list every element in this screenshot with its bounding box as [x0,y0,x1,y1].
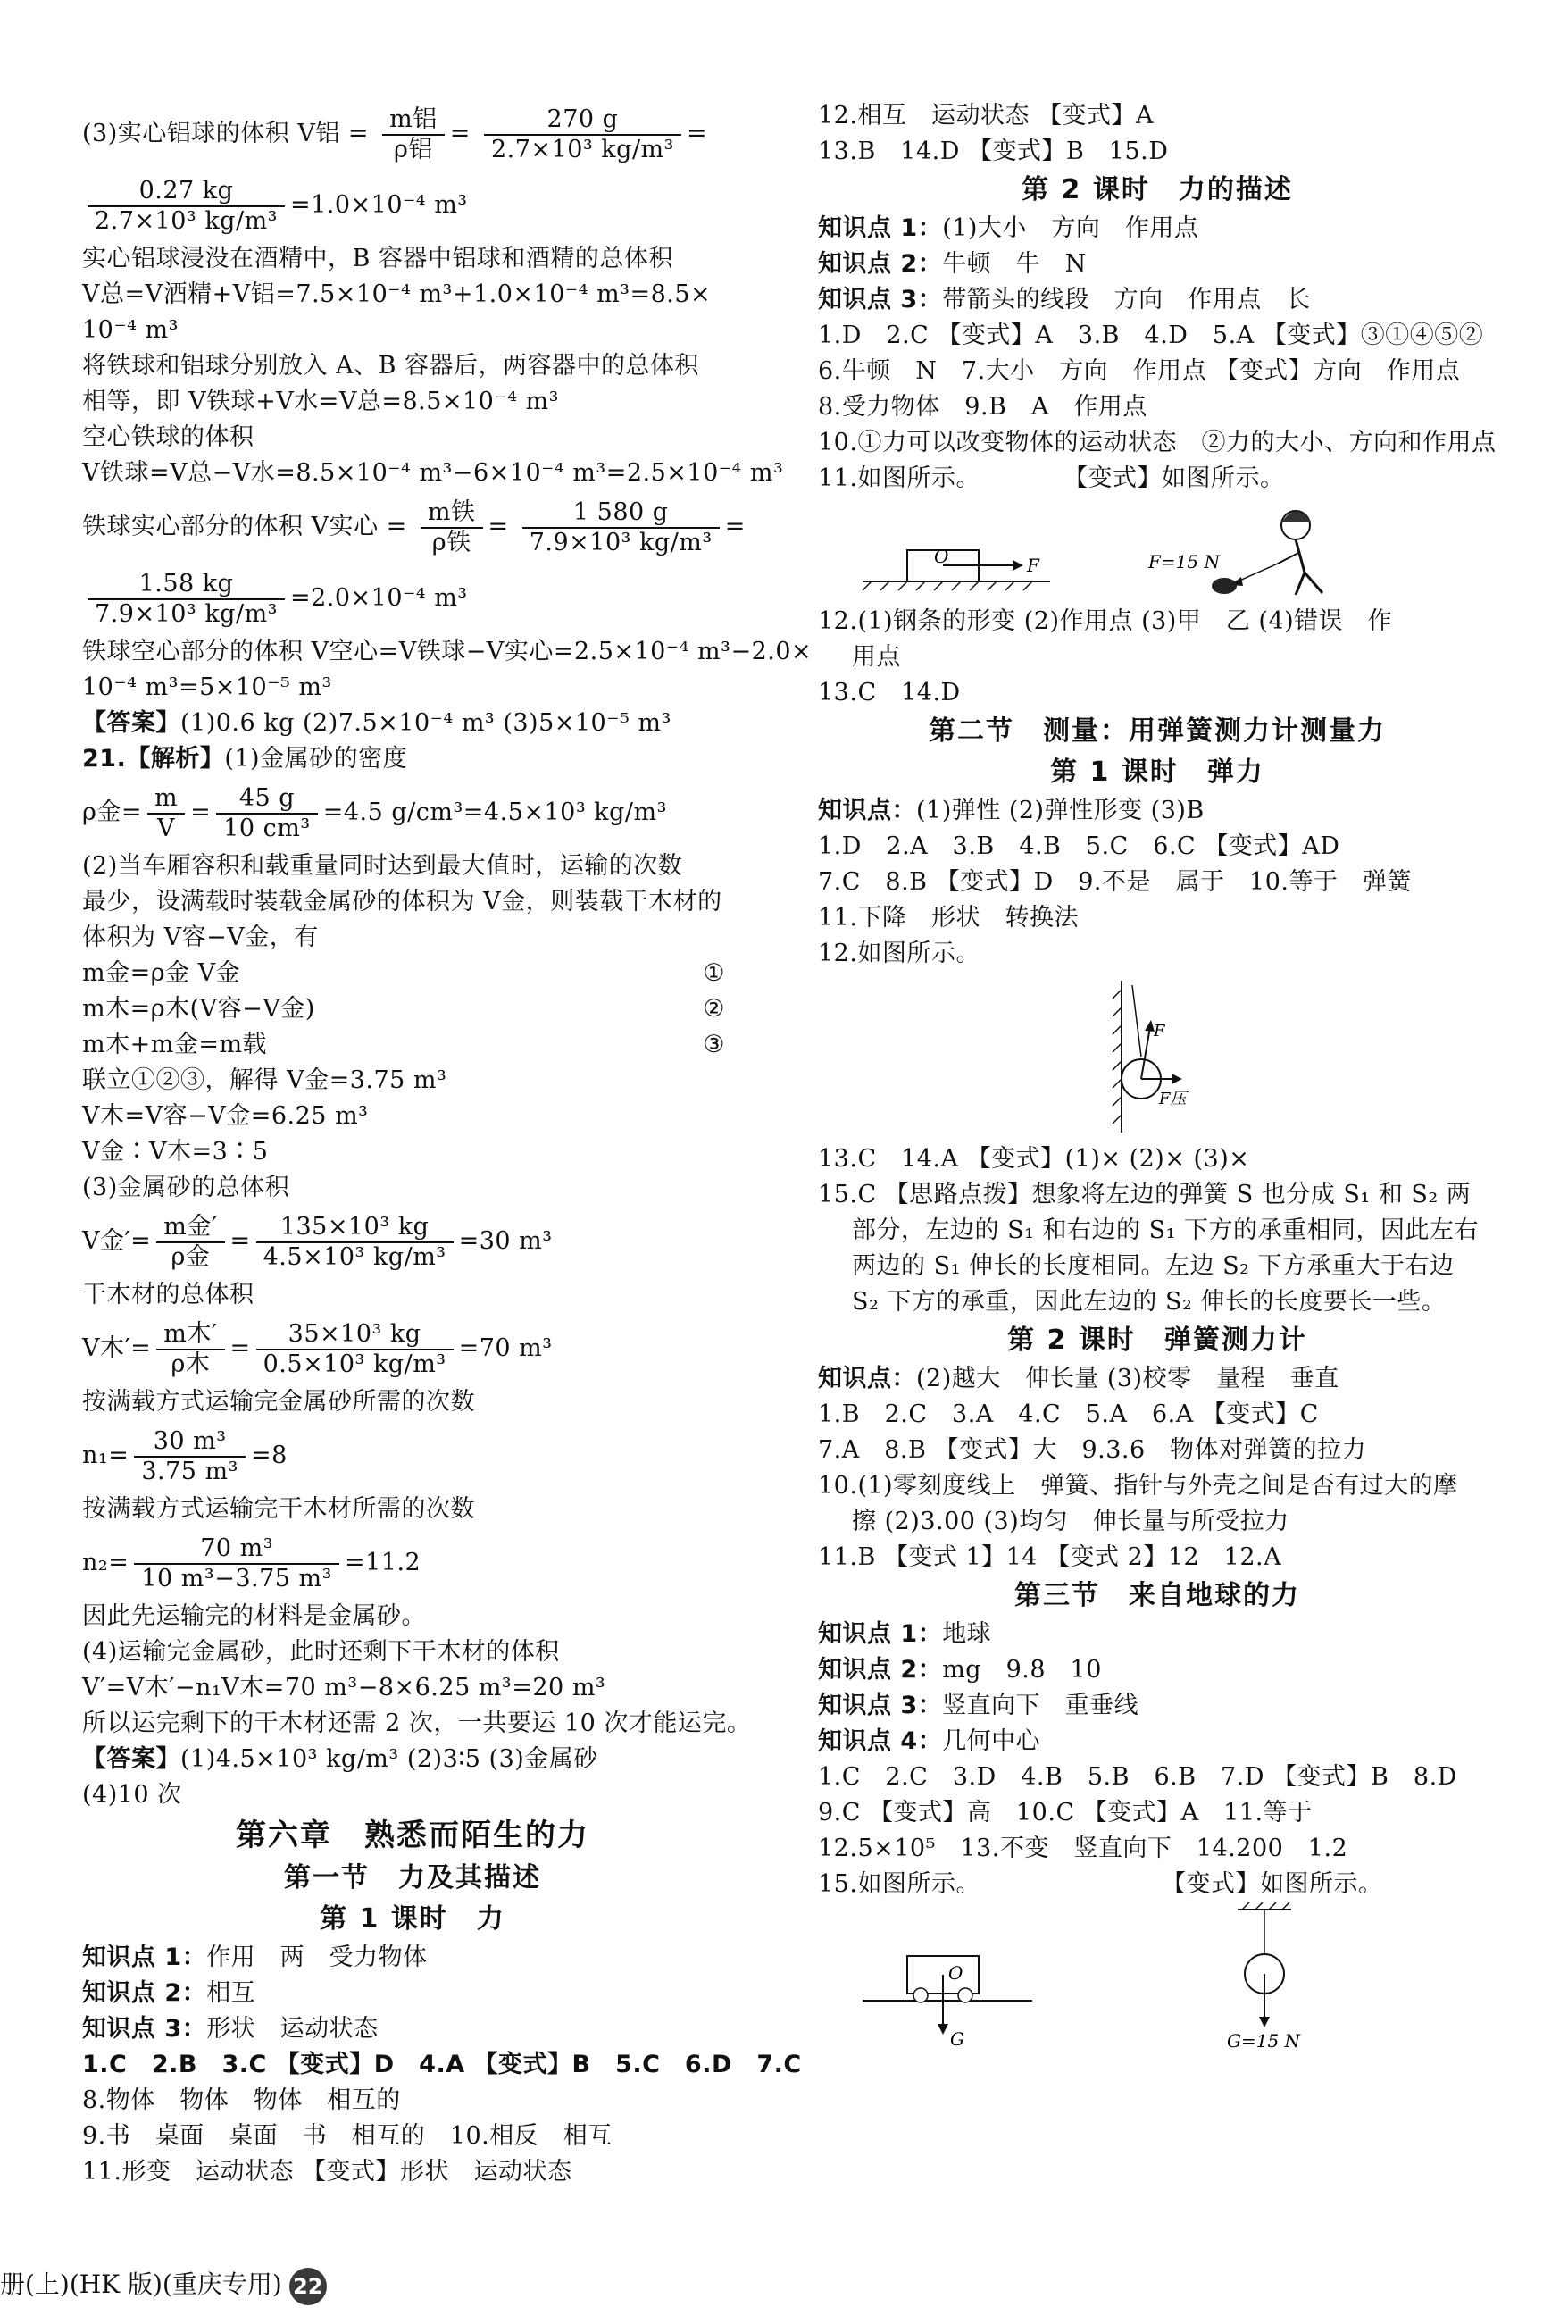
answer-line: 【答案】(1)4.5×10³ kg/m³ (2)3∶5 (3)金属砂 [82,1745,598,1773]
chapter-title: 第六章 熟悉而陌生的力 [236,1818,589,1853]
answers-line: 10.①力可以改变物体的运动状态 ②力的大小、方向和作用点 [818,429,1497,456]
equation-line: m金=ρ金 V金 ① [82,959,725,987]
answers-line: 11.如图所示。 【变式】如图所示。 [818,464,1285,492]
text-line: V木=V容−V金=6.25 m³ [82,1102,369,1130]
footer-text: 册(上)(HK 版)(重庆专用) [0,2270,282,2299]
answers-line: 12.5×10⁵ 13.不变 竖直向下 14.200 1.2 [818,1835,1348,1862]
text-line: 按满载方式运输完金属砂所需的次数 [82,1388,475,1416]
gravity-diagram [818,1902,1497,2054]
text-line: 相等，即 V铁球+V水=V总=8.5×10⁻⁴ m³ [82,388,559,415]
answers-line: 12.如图所示。 [818,940,980,967]
fraction: $\frac{\text{30 m³}}{\text{3.75 m³}}$ [134,1427,246,1486]
text-line: 10⁻⁴ m³ [82,316,179,344]
fraction: $\frac{1 580 g}{\text{7.9×10³ kg/m³}}$ [522,498,720,557]
text-line: (2)当车厢容积和载重量同时达到最大值时，运输的次数 [82,852,683,880]
left-column [82,98,813,2190]
knowledge-point: 知识点 1：地球 [818,1620,992,1648]
text-line: V金′= $\frac{\text{m金′}}{\text{ρ金}}$ = $\frac{\text{135×10³ kg}}{\text{4.5×10³ kg/m³}}$ =30 m³ [82,1212,553,1271]
text-line: 所以运完剩下的干木材还需 2 次，一共要运 10 次才能运完。 [82,1710,752,1737]
analysis-line: 21.【解析】(1)金属砂的密度 [82,745,408,773]
answers-line: 11.B 【变式 1】14 【变式 2】12 12.A [818,1543,1282,1571]
fraction: $\frac{270 g}{\text{2.7×10³ kg/m³}}$ [484,105,681,164]
fraction: $\frac{45 g}{\text{10 cm³}}$ [216,784,318,843]
right-column [818,98,1497,2054]
text-line: 最少，设满载时装载金属砂的体积为 V金，则装载干木材的 [82,888,722,915]
fraction: $\frac{\text{35×10³ kg}}{\text{0.5×10³ kg/m³}}$ [256,1320,454,1379]
knowledge-point: 知识点 2：mg 9.8 10 [818,1656,1102,1684]
knowledge-point: 知识点 3：形状 运动状态 [82,2015,379,2043]
fraction: $\frac{\text{m金′}}{\text{ρ金}}$ [156,1213,224,1272]
figure-ball-wall [818,972,1497,1141]
text-line: ρ金= $\frac{m}{V}$ = $\frac{45 g}{\text{10 cm³}}$ =4.5 g/cm³=4.5×10³ kg/m³ [82,783,667,842]
force-diagram [818,497,1497,604]
text-line: (3)金属砂的总体积 [82,1174,290,1201]
answers-line: S₂ 下方的承重，因此左边的 S₂ 伸长的长度要长一些。 [852,1288,1447,1316]
answers-line: 擦 (2)3.00 (3)均匀 伸长量与所受拉力 [852,1508,1289,1535]
knowledge-point: 知识点：(2)越大 伸长量 (3)校零 量程 垂直 [818,1365,1339,1392]
svg-text:F: F [1154,1022,1165,1041]
text-line: 空心铁球的体积 [82,423,254,451]
text-line: 铁球实心部分的体积 V实心 = $\frac{\text{m铁}}{\text{ρ铁}}$ = $\frac{1 580 g}{\text{7.9×10³ kg/m³}}$ = [82,497,746,556]
knowledge-point: 知识点 3：带箭头的线段 方向 作用点 长 [818,286,1311,313]
text-line: $\frac{1.58 kg}{\text{7.9×10³ kg/m³}}$ =2.0×10⁻⁴ m³ [82,563,743,634]
text-line: V总=V酒精+V铝=7.5×10⁻⁴ m³+1.0×10⁻⁴ m³=8.5× [82,280,712,308]
knowledge-point: 知识点 3：竖直向下 重垂线 [818,1692,1139,1719]
answers-line: 两边的 S₁ 伸长的长度相同。左边 S₂ 下方承重大于右边 [852,1252,1455,1280]
svg-text:F=15 N: F=15 N [1148,551,1220,573]
figure-force-box [818,497,1497,604]
answers-line: 7.A 8.B 【变式】大 9.3.6 物体对弹簧的拉力 [818,1436,1367,1464]
answers-line: 10.(1)零刻度线上 弹簧、指针与外壳之间是否有过大的摩 [818,1472,1458,1500]
answers-line: 7.C 8.B 【变式】D 9.不是 属于 10.等于 弹簧 [818,868,1412,896]
answers-line: 12.(1)钢条的形变 (2)作用点 (3)甲 乙 (4)错误 作 [818,607,1393,635]
figure-gravity [818,1902,1497,2054]
text-line: 10⁻⁴ m³=5×10⁻⁵ m³ [82,673,332,701]
text-line: (3)实心铝球的体积 V铝 = $\frac{\text{m铝}}{\text{ρ铝}}$ = $\frac{270 g}{\text{2.7×10³ kg/m³}}$ = [82,104,708,163]
section-title: 第三节 来自地球的力 [1014,1580,1300,1611]
svg-text:O: O [934,546,949,567]
text-line: V铁球=V总−V水=8.5×10⁻⁴ m³−6×10⁻⁴ m³=2.5×10⁻⁴ m³ [82,459,784,487]
text-line: (4)运输完金属砂，此时还剩下干木材的体积 [82,1638,560,1666]
svg-text:F: F [1027,555,1039,576]
lesson-title: 第 1 课时 弹力 [1050,757,1264,788]
equation-line: m木+m金=m载 ③ [82,1031,725,1058]
answers-line: 15.C 【思路点拨】想象将左边的弹簧 S 也分成 S₁ 和 S₂ 两 [818,1181,1472,1208]
text-line: (4)10 次 [82,1781,182,1809]
answers-line: 1.C 2.C 3.D 4.B 5.B 6.B 7.D 【变式】B 8.D [818,1763,1457,1791]
answers-line: 9.C 【变式】高 10.C 【变式】A 11.等于 [818,1799,1313,1827]
text-line: n₂= $\frac{\text{70 m³}}{\text{10 m³−3.75 m³}}$ =11.2 [82,1534,421,1593]
text-line: 因此先运输完的材料是金属砂。 [82,1602,426,1630]
text-line: 实心铝球浸没在酒精中，B 容器中铝球和酒精的总体积 [82,245,673,272]
fraction: $\frac{1.58 kg}{\text{7.9×10³ kg/m³}}$ [88,570,285,629]
lesson-title: 第 1 课时 力 [320,1903,505,1935]
text-line: V′=V木′−n₁V木=70 m³−8×6.25 m³=20 m³ [82,1674,606,1701]
page-number: 22 [289,2268,327,2305]
answers-line: 8.受力物体 9.B A 作用点 [818,393,1147,421]
svg-text:O: O [948,1962,963,1984]
fraction: $\frac{0.27 kg}{\text{2.7×10³ kg/m³}}$ [88,177,285,236]
knowledge-point: 知识点 2：牛顿 牛 N [818,250,1087,278]
fraction: $\frac{m}{V}$ [147,784,185,843]
section-title: 第一节 力及其描述 [284,1862,541,1893]
answers-line: 部分，左边的 S₁ 和右边的 S₁ 下方的承重相同，因此左右 [852,1216,1479,1244]
answers-line: 1.D 2.C 【变式】A 3.B 4.D 5.A 【变式】③①④⑤② [818,322,1484,349]
fraction: $\frac{\text{m木′}}{\text{ρ木}}$ [156,1320,224,1379]
knowledge-point: 知识点 2：相互 [82,1979,256,2007]
fraction: $\frac{\text{m铁}}{\text{ρ铁}}$ [421,498,483,557]
answers-line: 1.D 2.A 3.B 4.B 5.C 6.C 【变式】AD [818,832,1340,860]
text-line: V金∶V木=3∶5 [82,1138,269,1166]
answers-line: 11.形变 运动状态 【变式】形状 运动状态 [82,2158,572,2186]
fraction: $\frac{\text{135×10³ kg}}{\text{4.5×10³ kg/m³}}$ [256,1213,454,1272]
answer-line: 【答案】(1)0.6 kg (2)7.5×10⁻⁴ m³ (3)5×10⁻⁵ m³ [82,709,671,737]
equation-line: m木=ρ木(V容−V金) ② [82,995,725,1023]
lesson-title: 第 2 课时 弹簧测力计 [1007,1325,1307,1356]
section-title: 第二节 测量：用弹簧测力计测量力 [929,715,1386,747]
text-line: V木′= $\frac{\text{m木′}}{\text{ρ木}}$ = $\frac{\text{35×10³ kg}}{\text{0.5×10³ kg/m³}}$ =70 m³ [82,1319,553,1378]
fraction: $\frac{\text{m铝}}{\text{ρ铝}}$ [382,105,445,164]
answers-line: 9.书 桌面 桌面 书 相互的 10.相反 相互 [82,2122,613,2150]
answers-line: 用点 [852,643,901,671]
answers-line: 8.物体 物体 物体 相互的 [82,2086,401,2114]
knowledge-point: 知识点：(1)弹性 (2)弹性形变 (3)B [818,797,1205,824]
fraction: $\frac{\text{70 m³}}{\text{10 m³−3.75 m³}}$ [134,1534,339,1593]
knowledge-point: 知识点 1：(1)大小 方向 作用点 [818,214,1199,242]
answers-line: 15.如图所示。 【变式】如图所示。 [818,1870,1383,1898]
answers-line: 11.下降 形状 转换法 [818,904,1079,932]
page-footer [0,2263,327,2306]
wall-ball-diagram [818,972,1497,1141]
lesson-title: 第 2 课时 力的描述 [1022,174,1293,205]
svg-text:F压: F压 [1159,1090,1187,1108]
text-line: 按满载方式运输完干木材所需的次数 [82,1495,475,1523]
text-line: 体积为 V容−V金，有 [82,924,319,951]
answers-line: 6.牛顿 N 7.大小 方向 作用点 【变式】方向 作用点 [818,357,1461,385]
text-line: n₁= $\frac{\text{30 m³}}{\text{3.75 m³}}$ =8 [82,1426,288,1485]
text-line: 将铁球和铝球分别放入 A、B 容器后，两容器中的总体积 [82,352,700,380]
svg-text:G=15 N: G=15 N [1227,2030,1301,2052]
text-line: 干木材的总体积 [82,1281,254,1308]
answers-line: 13.C 14.D [818,679,961,706]
answers-line: 1.C 2.B 3.C 【变式】D 4.A 【变式】B 5.C 6.D 7.C [82,2051,802,2078]
svg-text:G: G [950,2028,964,2050]
text-line: 联立①②③，解得 V金=3.75 m³ [82,1066,447,1094]
answers-line: 1.B 2.C 3.A 4.C 5.A 6.A 【变式】C [818,1400,1319,1428]
knowledge-point: 知识点 4：几何中心 [818,1727,1041,1755]
text-line: 铁球空心部分的体积 V空心=V铁球−V实心=2.5×10⁻⁴ m³−2.0× [82,638,813,665]
knowledge-point: 知识点 1：作用 两 受力物体 [82,1944,428,1971]
answers-line: 13.C 14.A 【变式】(1)× (2)× (3)× [818,1145,1250,1173]
answers-line: 13.B 14.D 【变式】B 15.D [818,138,1169,165]
answers-line: 12.相互 运动状态 【变式】A [818,102,1155,130]
text-line: $\frac{0.27 kg}{\text{2.7×10³ kg/m³}}$ =1.0×10⁻⁴ m³ [82,170,743,241]
